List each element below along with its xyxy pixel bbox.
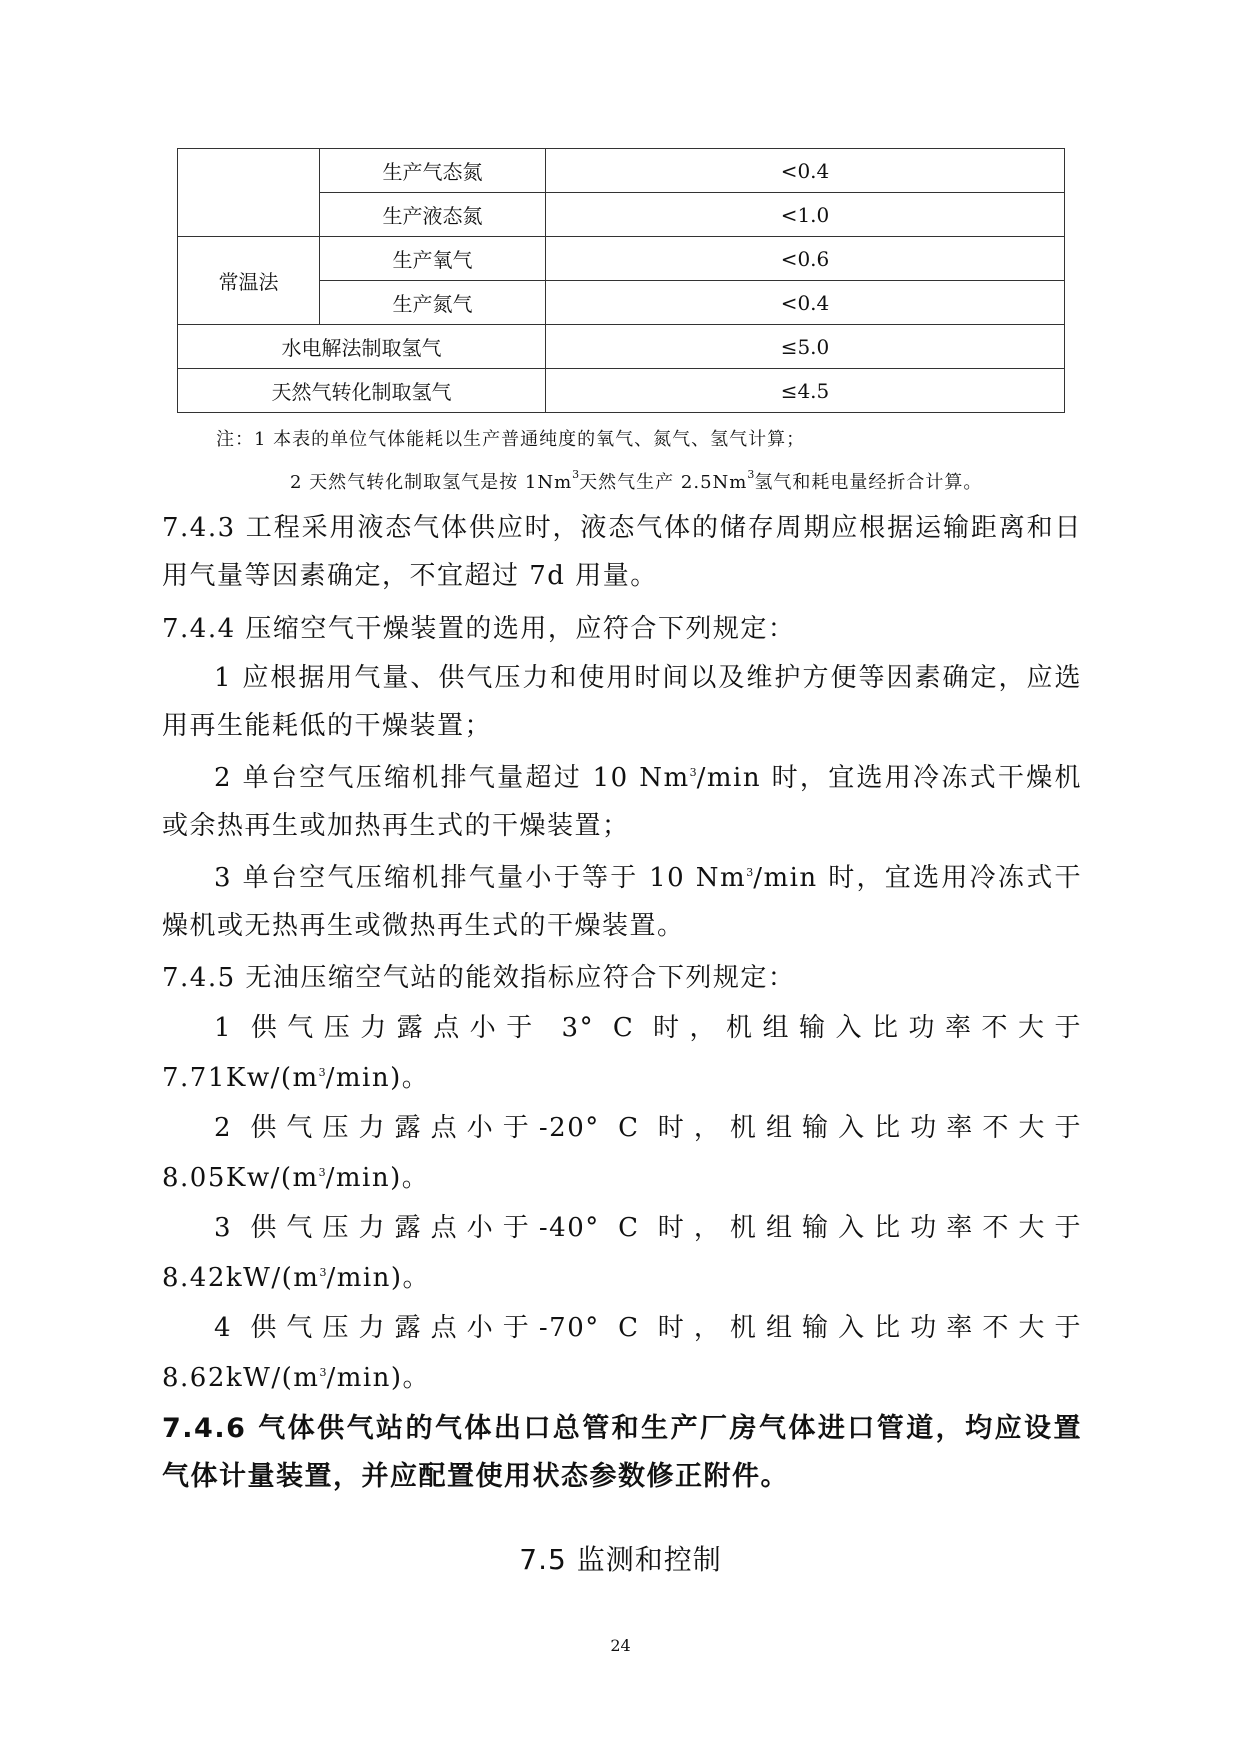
clause-7-4-5-item-value: $8.42kW/(m^3/\min)$。 — [162, 1263, 431, 1293]
table-item-cell: 生产液态氮 — [320, 193, 546, 237]
table-item-cell: 生产氧气 — [320, 237, 546, 281]
clause-7-4-4-item-2: 2 单台空气压缩机排气量超过 10 Nm$^3$/min 时，宜选用冷冻式干燥机或余热再生或加热再生式的干燥装置； — [162, 763, 1082, 841]
clause-7-4-6: 7.4.6 气体供气站的气体出口总管和生产厂房气体进口管道，均应设置气体计量装置，并应配置使用状态参数修正附件。 — [162, 1413, 1082, 1492]
table-group-cell: 常温法 — [178, 237, 320, 325]
clause-7-4-5-item: 2 供气压力露点小于-20° C 时，机组输入比功率不大于 — [214, 1113, 1082, 1143]
table-row — [178, 325, 1065, 369]
table-item-cell: 水电解法制取氢气 — [178, 325, 546, 369]
clause-7-4-5-item: 1 供气压力露点小于 3° C 时，机组输入比功率不大于 — [214, 1013, 1082, 1043]
table-item-cell: 生产气态氮 — [320, 149, 546, 193]
page-number: 24 — [610, 1636, 631, 1655]
clause-7-4-3: 7.4.3 工程采用液态气体供应时，液态气体的储存周期应根据运输距离和日用气量等因素确定，不宜超过 7d 用量。 — [162, 513, 1082, 591]
clause-7-4-5-title: 7.4.5 无油压缩空气站的能效指标应符合下列规定： — [162, 963, 796, 993]
table-row — [178, 369, 1065, 413]
clause-7-4-5-item: 4 供气压力露点小于-70° C 时，机组输入比功率不大于 — [214, 1313, 1082, 1343]
clause-7-4-5-item-value: $7.71Kw/(m^3/\min)$。 — [162, 1063, 430, 1093]
table-value-cell: <1.0 — [546, 193, 1065, 237]
table-value-cell: <0.6 — [546, 237, 1065, 281]
clause-7-4-5-item: 3 供气压力露点小于-40° C 时，机组输入比功率不大于 — [214, 1213, 1082, 1243]
clause-7-4-4-item-1: 1 应根据用气量、供气压力和使用时间以及维护方便等因素确定，应选用再生能耗低的干燥装置； — [162, 663, 1082, 741]
table-item-cell: 天然气转化制取氢气 — [178, 369, 546, 413]
energy-consumption-table — [177, 148, 1065, 413]
table-row — [178, 237, 1065, 281]
clause-7-4-4-title: 7.4.4 压缩空气干燥装置的选用，应符合下列规定： — [162, 614, 796, 644]
clause-7-4-5-item-value: $8.05Kw/(m^3/\min)$。 — [162, 1163, 430, 1193]
table-value-cell: ≤4.5 — [546, 369, 1065, 413]
table-note-2: 2 天然气转化制取氢气是按 1Nm$^3$天然气生产 2.5Nm$^3$氢气和耗电量经折合计算。 — [290, 468, 983, 493]
table-group-cell — [178, 149, 320, 237]
table-row — [178, 149, 1065, 193]
clause-7-4-4-item-3: 3 单台空气压缩机排气量小于等于 10 Nm$^3$/min 时，宜选用冷冻式干燥机或无热再生或微热再生式的干燥装置。 — [162, 863, 1082, 941]
clause-7-4-5-item-value: $8.62kW/(m^3/\min)$。 — [162, 1363, 431, 1393]
table-value-cell: ≤5.0 — [546, 325, 1065, 369]
table-item-cell: 生产氮气 — [320, 281, 546, 325]
section-title: 7.5 监测和控制 — [519, 1543, 722, 1576]
table-value-cell: <0.4 — [546, 149, 1065, 193]
table-note-1: 注：1 本表的单位气体能耗以生产普通纯度的氧气、氮气、氢气计算； — [216, 429, 806, 450]
table-value-cell: <0.4 — [546, 281, 1065, 325]
